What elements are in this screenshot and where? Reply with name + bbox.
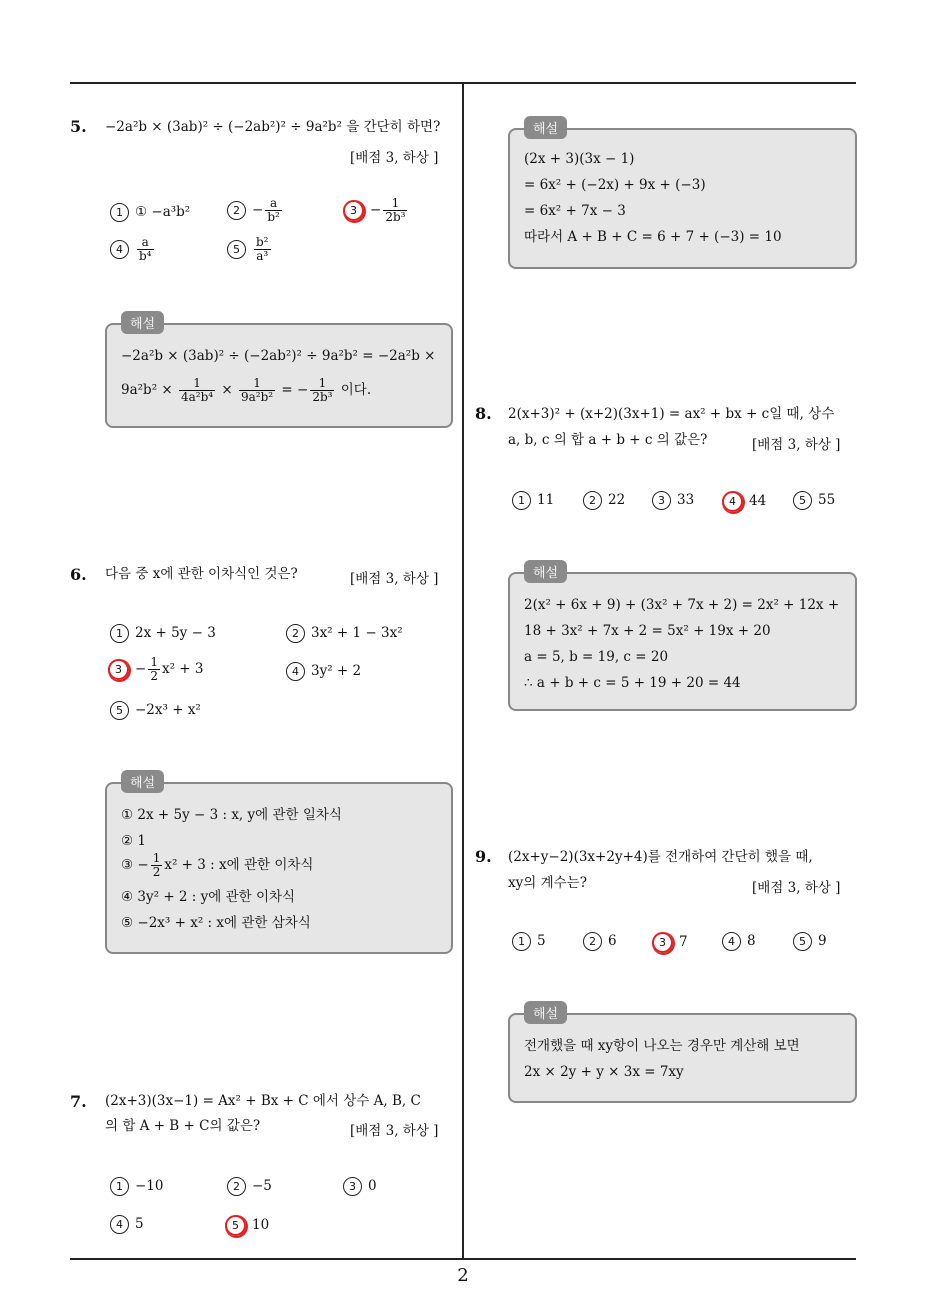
column-divider bbox=[462, 82, 464, 1259]
selected-answer-icon: 3 bbox=[343, 200, 364, 221]
selected-answer-icon: 3 bbox=[652, 932, 673, 953]
q8-exp-line2: 18 + 3x² + 7x + 2 = 5x² + 19x + 20 bbox=[524, 623, 771, 639]
q8-number: 8. bbox=[475, 404, 492, 423]
num-2-icon: 2 bbox=[583, 932, 602, 951]
q5-option-1-text: ① −a³b² bbox=[135, 204, 191, 220]
num-2-icon: 2 bbox=[583, 491, 602, 510]
selected-answer-icon: 3 bbox=[108, 659, 129, 680]
num-1-icon: 1 bbox=[512, 491, 531, 510]
q8-text-line1: 2(x+3)² + (x+2)(3x+1) = ax² + bx + c일 때, 상수 bbox=[508, 406, 835, 422]
q7-number: 7. bbox=[70, 1092, 87, 1111]
q9-score: [배점 3, 하상 ] bbox=[752, 880, 841, 896]
q8-exp-line1: 2(x² + 6x + 9) + (3x² + 7x + 2) = 2x² + 12x + bbox=[524, 597, 840, 613]
q6-exp-line2: ② 1 bbox=[121, 833, 146, 849]
explanation-tag: 해설 bbox=[524, 1001, 567, 1024]
q6-exp-line4: ④ 3y² + 2 : y에 관한 이차식 bbox=[121, 889, 296, 905]
q6-text: 다음 중 x에 관한 이차식인 것은? bbox=[105, 566, 298, 582]
num-1-icon: 1 bbox=[110, 203, 129, 222]
q5-option-4[interactable] bbox=[110, 236, 156, 263]
selected-answer-icon: 5 bbox=[225, 1215, 246, 1236]
q9-option-1[interactable]: 1 5 bbox=[512, 932, 546, 951]
q5-option-1[interactable] bbox=[110, 203, 190, 222]
explanation-tag: 해설 bbox=[524, 560, 567, 583]
q9-text-line2: xy의 계수는? bbox=[508, 875, 587, 891]
q6-number: 6. bbox=[70, 565, 87, 584]
q8-exp-line4: ∴ a + b + c = 5 + 19 + 20 = 44 bbox=[524, 675, 741, 691]
q5-option-3[interactable]: 3 − $\frac{1}{\text{2b³}}$ bbox=[343, 197, 409, 224]
q6-score: [배점 3, 하상 ] bbox=[350, 571, 439, 587]
q9-exp-line1: 전개했을 때 xy항이 나오는 경우만 계산해 보면 bbox=[524, 1038, 800, 1054]
fraction: $\frac{1}{\text{2b³}}$ bbox=[385, 196, 406, 224]
q9-exp-line2: 2x × 2y + y × 3x = 7xy bbox=[524, 1064, 684, 1080]
fraction: $\frac{a}{\text{b⁴}}$ bbox=[139, 235, 152, 263]
q7-option-2[interactable]: 2 −5 bbox=[227, 1177, 272, 1196]
q7-text-line2: 의 합 A + B + C의 값은? bbox=[105, 1118, 261, 1134]
q8-score: [배점 3, 하상 ] bbox=[752, 437, 841, 453]
q6-exp-line3: ③ − $\frac{1}{2}$ x² + 3 : x에 관한 이차식 bbox=[121, 851, 314, 879]
q5-explanation-box bbox=[105, 317, 453, 428]
num-1-icon: 1 bbox=[512, 932, 531, 951]
q6-option-3[interactable]: 3 − $\frac{1}{2}$ x² + 3 bbox=[108, 656, 203, 683]
q8-option-3[interactable]: 3 33 bbox=[652, 491, 694, 510]
num-3-icon: 3 bbox=[343, 1177, 362, 1196]
num-1-icon: 1 bbox=[110, 624, 129, 643]
q5-number: 5. bbox=[70, 117, 87, 136]
q9-text-line1: (2x+y−2)(3x+2y+4)를 전개하여 간단히 했을 때, bbox=[508, 849, 813, 865]
num-2-icon: 2 bbox=[227, 201, 246, 220]
q6-option-1[interactable]: 1 2x + 5y − 3 bbox=[110, 624, 216, 643]
q8-option-4[interactable]: 4 44 bbox=[722, 491, 766, 512]
q9-option-3[interactable]: 3 7 bbox=[652, 932, 688, 953]
fraction: $\frac{a}{\text{b²}}$ bbox=[267, 196, 280, 224]
q7-exp-line4: 따라서 A + B + C = 6 + 7 + (−3) = 10 bbox=[524, 229, 782, 245]
explanation-tag: 해설 bbox=[524, 116, 567, 139]
q7-option-3[interactable]: 3 0 bbox=[343, 1177, 377, 1196]
q9-option-5[interactable]: 5 9 bbox=[793, 932, 827, 951]
page-number: 2 bbox=[457, 1265, 469, 1286]
q7-explanation-box bbox=[508, 122, 857, 269]
q7-exp-line1: (2x + 3)(3x − 1) bbox=[524, 151, 635, 167]
q7-option-1[interactable]: 1 −10 bbox=[110, 1177, 164, 1196]
num-4-icon: 4 bbox=[286, 662, 305, 681]
q6-option-2[interactable]: 2 3x² + 1 − 3x² bbox=[286, 624, 403, 643]
q7-text-line1: (2x+3)(3x−1) = Ax² + Bx + C 에서 상수 A, B, C bbox=[105, 1093, 421, 1109]
num-5-icon: 5 bbox=[793, 932, 812, 951]
q8-exp-line3: a = 5, b = 19, c = 20 bbox=[524, 649, 669, 665]
num-2-icon: 2 bbox=[286, 624, 305, 643]
q5-option-2[interactable]: 2 − $\frac{a}{\text{b²}}$ bbox=[227, 197, 284, 224]
num-5-icon: 5 bbox=[110, 701, 129, 720]
q8-option-1[interactable]: 1 11 bbox=[512, 491, 554, 510]
num-4-icon: 4 bbox=[110, 240, 129, 259]
q7-option-4[interactable]: 4 5 bbox=[110, 1215, 144, 1234]
num-5-icon: 5 bbox=[793, 491, 812, 510]
q5-exp-line1: −2a²b × (3ab)² ÷ (−2ab²)² ÷ 9a²b² = −2a²b × bbox=[121, 348, 436, 364]
q9-option-2[interactable]: 2 6 bbox=[583, 932, 617, 951]
num-3-icon: 3 bbox=[652, 491, 671, 510]
selected-answer-icon: 4 bbox=[722, 491, 743, 512]
q9-number: 9. bbox=[475, 847, 492, 866]
q8-option-2[interactable]: 2 22 bbox=[583, 491, 625, 510]
q5-score: [배점 3, 하상 ] bbox=[350, 150, 439, 166]
q6-option-4[interactable]: 4 3y² + 2 bbox=[286, 662, 361, 681]
num-1-icon: 1 bbox=[110, 1177, 129, 1196]
q8-option-5[interactable]: 5 55 bbox=[793, 491, 835, 510]
num-4-icon: 4 bbox=[722, 932, 741, 951]
q8-text-line2: a, b, c 의 합 a + b + c 의 값은? bbox=[508, 432, 708, 448]
q7-option-5[interactable]: 5 10 bbox=[225, 1215, 269, 1236]
num-2-icon: 2 bbox=[227, 1177, 246, 1196]
q5-text: −2a²b × (3ab)² ÷ (−2ab²)² ÷ 9a²b² 을 간단히 하면? bbox=[105, 119, 441, 135]
q6-explanation-box bbox=[105, 776, 453, 954]
q9-option-4[interactable]: 4 8 bbox=[722, 932, 756, 951]
q6-option-5[interactable]: 5 −2x³ + x² bbox=[110, 701, 201, 720]
q5-option-5[interactable] bbox=[227, 236, 273, 263]
explanation-tag: 해설 bbox=[121, 311, 164, 334]
q8-explanation-box bbox=[508, 566, 857, 711]
q6-exp-line5: ⑤ −2x³ + x² : x에 관한 삼차식 bbox=[121, 915, 311, 931]
q9-explanation-box bbox=[508, 1007, 857, 1103]
explanation-tag: 해설 bbox=[121, 770, 164, 793]
q7-exp-line2: = 6x² + (−2x) + 9x + (−3) bbox=[524, 177, 706, 193]
num-5-icon: 5 bbox=[227, 240, 246, 259]
q6-exp-line1: ① 2x + 5y − 3 : x, y에 관한 일차식 bbox=[121, 807, 342, 823]
q5-exp-line2: 9a²b² × $\frac{1}{\text{4a²b⁴}}$ × $\frac{1}{\text{9a²b²}}$ = − $\frac{1}{\text{2b³}}$ 이다. bbox=[121, 376, 372, 404]
num-4-icon: 4 bbox=[110, 1215, 129, 1234]
fraction: $\frac{\text{b²}}{\text{a³}}$ bbox=[256, 235, 269, 263]
q7-exp-line3: = 6x² + 7x − 3 bbox=[524, 203, 626, 219]
q7-score: [배점 3, 하상 ] bbox=[350, 1123, 439, 1139]
